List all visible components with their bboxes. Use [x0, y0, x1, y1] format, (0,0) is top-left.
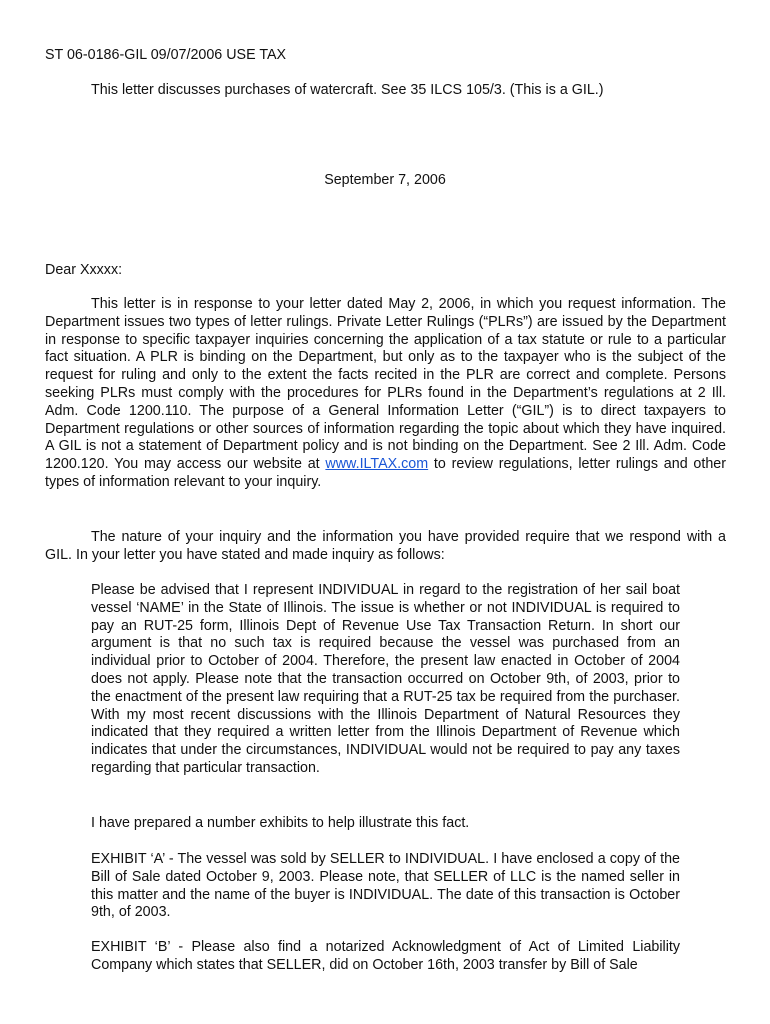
salutation: Dear Xxxxx:: [45, 262, 123, 278]
quoted-paragraph-1: Please be advised that I represent INDIVIDUAL in regard to the registration of her sail boat vessel ‘NAME’ in the State of Illinois. The issue is whether or not INDIVIDUAL is required to pay an RUT-25 form, Illinois Dept of Revenue Use Tax Transaction Return. In short our argument is that no such tax is required because the vessel was purchased from an individual prior to October of 2004. Therefore, the present law enacted in October of 2004 does not apply. Please note that the transaction occurred on October 9th, of 2003, prior to the enactment of the present law requiring that a RUT-25 tax be required from the purchaser. With my most recent discussions with the Illinois Department of Natural Resources they indicated that they required a written letter from the Illinois Department of Revenue which indicates that under the circumstances, INDIVIDUAL would not be required to pay any taxes regarding that particular transaction.: [91, 582, 680, 776]
body-paragraph-1: [45, 296, 726, 492]
body-paragraph-1-text-end: to review regulations, letter rulings and other types of information relevant to your inquiry.: [45, 456, 727, 490]
body-paragraph-1-text: This letter is in response to your letter dated May 2, 2006, in which you request information. The Department issues two types of letter rulings. Private Letter Rulings (“PLRs”) are issued by the Department in response to specific taxpayer inquiries concerning the application of a tax statute or rule to a particular fact situation. A PLR is binding on the Department, but only as to the taxpayer who is the subject of the request for ruling and only to the extent the facts recited in the PLR are correct and complete. Persons seeking PLRs must comply with the procedures for PLRs found in the Department’s regulations at 2 Ill. Adm. Code 1200.110. The purpose of a General Information Letter (“GIL”) is to direct taxpayers to Department regulations or other sources of information regarding the topic about which they have inquired. A GIL is not a statement of Department policy and is not binding on the Department. See 2 Ill. Adm. Code 1200.120. You may access our website at: [45, 296, 726, 473]
iltax-website-link[interactable]: www.ILTAX.com: [325, 456, 429, 473]
document-code-line: ST 06-0186-GIL 09/07/2006 USE TAX: [45, 47, 287, 63]
quoted-exhibit-a: EXHIBIT ‘A’ - The vessel was sold by SELLER to INDIVIDUAL. I have enclosed a copy of the Bill of Sale dated October 9, 2003. Please note, that SELLER of LLC is the named seller in this matter and the name of the buyer is INDIVIDUAL. The date of this transaction is October 9th, of 2003.: [91, 851, 680, 921]
letter-date: September 7, 2006: [324, 172, 446, 188]
quoted-exhibit-b: EXHIBIT ‘B’ - Please also find a notarized Acknowledgment of Act of Limited Liability Company which states that SELLER, did on October 16th, 2003 transfer by Bill of Sale: [91, 939, 680, 973]
letter-summary: This letter discusses purchases of watercraft. See 35 ILCS 105/3. (This is a GIL.): [91, 82, 604, 98]
quoted-paragraph-2: I have prepared a number exhibits to help illustrate this fact.: [91, 815, 470, 831]
body-paragraph-2: The nature of your inquiry and the information you have provided require that we respond with a GIL. In your letter you have stated and made inquiry as follows:: [45, 529, 726, 563]
